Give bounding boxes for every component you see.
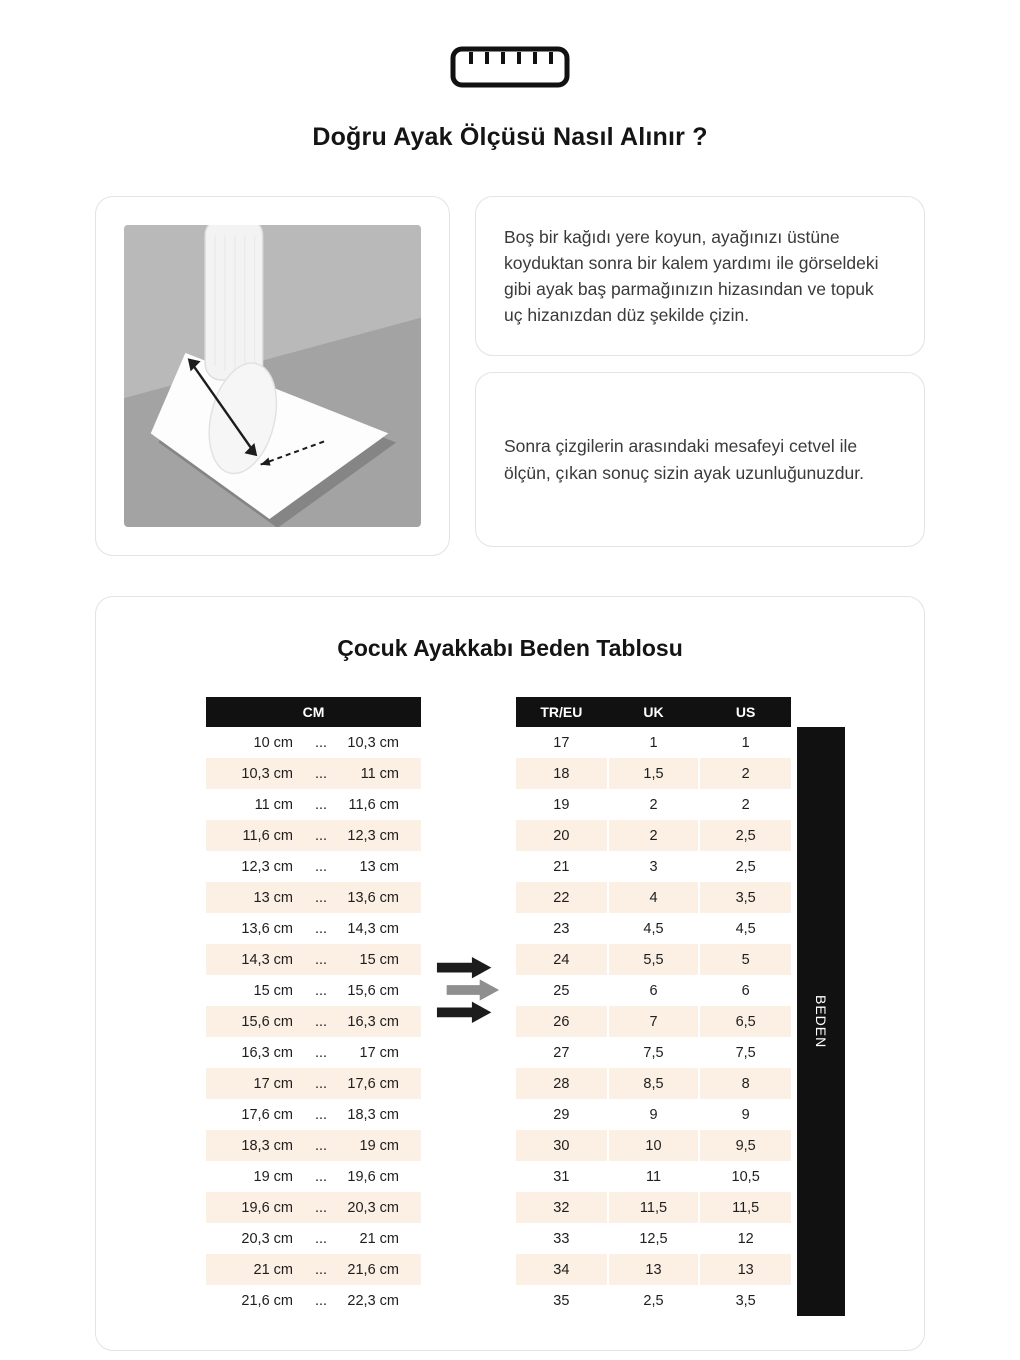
- us-cell: 13: [699, 1254, 791, 1285]
- uk-cell: 3: [608, 851, 700, 882]
- cm-from-cell: 21,6 cm: [206, 1285, 301, 1316]
- cm-from-cell: 10,3 cm: [206, 758, 301, 789]
- cm-from-cell: 19 cm: [206, 1161, 301, 1192]
- size-table-row: [516, 1068, 791, 1099]
- cm-to-cell: 15,6 cm: [341, 975, 421, 1006]
- transfer-arrows-icon: [435, 955, 503, 1030]
- cm-table-row: [206, 882, 421, 913]
- size-table-row: [516, 820, 791, 851]
- tr-eu-cell: 18: [516, 758, 608, 789]
- cm-to-cell: 17 cm: [341, 1037, 421, 1068]
- tr-eu-cell: 20: [516, 820, 608, 851]
- cm-from-cell: 17,6 cm: [206, 1099, 301, 1130]
- tr-eu-cell: 24: [516, 944, 608, 975]
- us-cell: 3,5: [699, 1285, 791, 1316]
- size-chart-card: [95, 596, 925, 1351]
- tr-eu-cell: 23: [516, 913, 608, 944]
- range-separator-cell: ...: [301, 758, 341, 789]
- tr-eu-cell: 25: [516, 975, 608, 1006]
- cm-from-cell: 11 cm: [206, 789, 301, 820]
- cm-table-header: CM: [206, 697, 421, 727]
- range-separator-cell: ...: [301, 1037, 341, 1068]
- size-table-row: [516, 1223, 791, 1254]
- instruction-column: [475, 196, 925, 556]
- us-cell: 9,5: [699, 1130, 791, 1161]
- uk-cell: 11,5: [608, 1192, 700, 1223]
- uk-cell: 1,5: [608, 758, 700, 789]
- cm-to-cell: 15 cm: [341, 944, 421, 975]
- cm-to-cell: 19,6 cm: [341, 1161, 421, 1192]
- cm-from-cell: 11,6 cm: [206, 820, 301, 851]
- us-cell: 2,5: [699, 851, 791, 882]
- cm-from-cell: 13,6 cm: [206, 913, 301, 944]
- range-separator-cell: ...: [301, 789, 341, 820]
- tr-eu-cell: 33: [516, 1223, 608, 1254]
- cm-table-row: [206, 1037, 421, 1068]
- range-separator-cell: ...: [301, 1099, 341, 1130]
- range-separator-cell: ...: [301, 820, 341, 851]
- range-separator-cell: ...: [301, 851, 341, 882]
- how-to-section: [95, 196, 925, 556]
- size-chart-title: Çocuk Ayakkabı Beden Tablosu: [337, 635, 683, 661]
- size-table-row: [516, 1099, 791, 1130]
- cm-to-cell: 11,6 cm: [341, 789, 421, 820]
- ruler-icon: [450, 46, 570, 93]
- uk-cell: 7,5: [608, 1037, 700, 1068]
- foot-measure-illustration: [124, 225, 421, 527]
- size-table: [516, 697, 791, 1316]
- cm-table-row: [206, 1285, 421, 1316]
- cm-to-cell: 11 cm: [341, 758, 421, 789]
- cm-to-cell: 19 cm: [341, 1130, 421, 1161]
- cm-to-cell: 17,6 cm: [341, 1068, 421, 1099]
- uk-cell: 8,5: [608, 1068, 700, 1099]
- tr-eu-cell: 28: [516, 1068, 608, 1099]
- cm-from-cell: 12,3 cm: [206, 851, 301, 882]
- us-cell: 4,5: [699, 913, 791, 944]
- cm-table-row: [206, 1068, 421, 1099]
- us-cell: 1: [699, 727, 791, 758]
- uk-cell: 5,5: [608, 944, 700, 975]
- size-table-row: [516, 789, 791, 820]
- us-cell: 10,5: [699, 1161, 791, 1192]
- us-cell: 6: [699, 975, 791, 1006]
- us-cell: 5: [699, 944, 791, 975]
- size-table-row: [516, 975, 791, 1006]
- cm-to-cell: 13,6 cm: [341, 882, 421, 913]
- cm-from-cell: 16,3 cm: [206, 1037, 301, 1068]
- cm-from-cell: 15 cm: [206, 975, 301, 1006]
- uk-cell: 2: [608, 820, 700, 851]
- cm-from-cell: 15,6 cm: [206, 1006, 301, 1037]
- size-table-row: [516, 913, 791, 944]
- range-separator-cell: ...: [301, 944, 341, 975]
- cm-from-cell: 19,6 cm: [206, 1192, 301, 1223]
- tr-eu-cell: 30: [516, 1130, 608, 1161]
- uk-cell: 9: [608, 1099, 700, 1130]
- cm-table-row: [206, 789, 421, 820]
- uk-cell: 12,5: [608, 1223, 700, 1254]
- tr-eu-cell: 26: [516, 1006, 608, 1037]
- size-chart-tables: [96, 697, 924, 1316]
- tr-eu-cell: 27: [516, 1037, 608, 1068]
- us-cell: 11,5: [699, 1192, 791, 1223]
- us-cell: 2: [699, 789, 791, 820]
- cm-table-row: [206, 1099, 421, 1130]
- size-table-row: [516, 882, 791, 913]
- range-separator-cell: ...: [301, 1285, 341, 1316]
- us-cell: 7,5: [699, 1037, 791, 1068]
- range-separator-cell: ...: [301, 1130, 341, 1161]
- tr-eu-cell: 34: [516, 1254, 608, 1285]
- cm-table-row: [206, 1130, 421, 1161]
- size-table-header-us: US: [699, 697, 791, 727]
- range-separator-cell: ...: [301, 913, 341, 944]
- uk-cell: 10: [608, 1130, 700, 1161]
- size-table-header-row: [516, 697, 791, 727]
- size-table-row: [516, 1161, 791, 1192]
- uk-cell: 6: [608, 975, 700, 1006]
- range-separator-cell: ...: [301, 882, 341, 913]
- instruction-card-1: [475, 196, 925, 356]
- range-separator-cell: ...: [301, 1223, 341, 1254]
- cm-to-cell: 12,3 cm: [341, 820, 421, 851]
- cm-from-cell: 14,3 cm: [206, 944, 301, 975]
- cm-table-row: [206, 727, 421, 758]
- size-table-header-uk: UK: [608, 697, 700, 727]
- us-cell: 2: [699, 758, 791, 789]
- size-table-row: [516, 1254, 791, 1285]
- uk-cell: 13: [608, 1254, 700, 1285]
- beden-side-bar: [797, 727, 845, 1316]
- cm-to-cell: 10,3 cm: [341, 727, 421, 758]
- range-separator-cell: ...: [301, 1068, 341, 1099]
- us-cell: 6,5: [699, 1006, 791, 1037]
- uk-cell: 4: [608, 882, 700, 913]
- uk-cell: 7: [608, 1006, 700, 1037]
- us-cell: 8: [699, 1068, 791, 1099]
- instruction-text-2: Sonra çizgilerin arasındaki mesafeyi cetvel ile ölçün, çıkan sonuç sizin ayak uzunluğunuzdur.: [504, 436, 864, 483]
- cm-table-row: [206, 975, 421, 1006]
- cm-table-row: [206, 1192, 421, 1223]
- cm-to-cell: 18,3 cm: [341, 1099, 421, 1130]
- tr-eu-cell: 35: [516, 1285, 608, 1316]
- size-table-row: [516, 1192, 791, 1223]
- uk-cell: 1: [608, 727, 700, 758]
- uk-cell: 4,5: [608, 913, 700, 944]
- cm-from-cell: 21 cm: [206, 1254, 301, 1285]
- cm-table-row: [206, 1006, 421, 1037]
- us-cell: 2,5: [699, 820, 791, 851]
- cm-table-row: [206, 1254, 421, 1285]
- us-cell: 12: [699, 1223, 791, 1254]
- content: [95, 196, 925, 1351]
- size-table-body: [516, 727, 791, 1316]
- size-table-row: [516, 944, 791, 975]
- range-separator-cell: ...: [301, 975, 341, 1006]
- range-separator-cell: ...: [301, 1161, 341, 1192]
- range-separator-cell: ...: [301, 1254, 341, 1285]
- tr-eu-cell: 21: [516, 851, 608, 882]
- beden-label: BEDEN: [813, 994, 829, 1049]
- size-table-row: [516, 1130, 791, 1161]
- us-cell: 3,5: [699, 882, 791, 913]
- size-table-header-treu: TR/EU: [516, 697, 608, 727]
- range-separator-cell: ...: [301, 727, 341, 758]
- cm-table-body: [206, 727, 421, 1316]
- uk-cell: 2,5: [608, 1285, 700, 1316]
- size-table-row: [516, 1006, 791, 1037]
- cm-to-cell: 16,3 cm: [341, 1006, 421, 1037]
- foot-measure-photo-card: [95, 196, 450, 556]
- cm-table-row: [206, 944, 421, 975]
- tr-eu-cell: 17: [516, 727, 608, 758]
- cm-table-row: [206, 820, 421, 851]
- cm-to-cell: 13 cm: [341, 851, 421, 882]
- range-separator-cell: ...: [301, 1192, 341, 1223]
- size-table-row: [516, 1285, 791, 1316]
- cm-to-cell: 21 cm: [341, 1223, 421, 1254]
- cm-from-cell: 20,3 cm: [206, 1223, 301, 1254]
- cm-table-row: [206, 1161, 421, 1192]
- cm-from-cell: 10 cm: [206, 727, 301, 758]
- ruler-icon-wrap: [0, 0, 1020, 93]
- tr-eu-cell: 19: [516, 789, 608, 820]
- cm-table-row: [206, 851, 421, 882]
- range-separator-cell: ...: [301, 1006, 341, 1037]
- cm-from-cell: 18,3 cm: [206, 1130, 301, 1161]
- instruction-card-2: [475, 372, 925, 547]
- cm-table-row: [206, 758, 421, 789]
- cm-table-header-row: [206, 697, 421, 727]
- instruction-text-1: Boş bir kağıdı yere koyun, ayağınızı üstüne koyduktan sonra bir kalem yardımı ile görseldeki gibi ayak baş parmağınızın hizasından ve topuk uç hizanızdan düz şekilde çizin.: [504, 226, 879, 326]
- tr-eu-cell: 29: [516, 1099, 608, 1130]
- tr-eu-cell: 22: [516, 882, 608, 913]
- us-cell: 9: [699, 1099, 791, 1130]
- transfer-arrows-wrap: [421, 955, 516, 1030]
- uk-cell: 11: [608, 1161, 700, 1192]
- size-table-row: [516, 1037, 791, 1068]
- size-table-row: [516, 758, 791, 789]
- cm-table-row: [206, 913, 421, 944]
- tr-eu-cell: 32: [516, 1192, 608, 1223]
- size-table-row: [516, 851, 791, 882]
- tr-eu-cell: 31: [516, 1161, 608, 1192]
- cm-from-cell: 17 cm: [206, 1068, 301, 1099]
- page-title: Doğru Ayak Ölçüsü Nasıl Alınır ?: [312, 123, 708, 151]
- cm-to-cell: 22,3 cm: [341, 1285, 421, 1316]
- cm-to-cell: 14,3 cm: [341, 913, 421, 944]
- cm-table: [206, 697, 421, 1316]
- cm-to-cell: 21,6 cm: [341, 1254, 421, 1285]
- cm-to-cell: 20,3 cm: [341, 1192, 421, 1223]
- size-table-row: [516, 727, 791, 758]
- cm-from-cell: 13 cm: [206, 882, 301, 913]
- uk-cell: 2: [608, 789, 700, 820]
- cm-table-row: [206, 1223, 421, 1254]
